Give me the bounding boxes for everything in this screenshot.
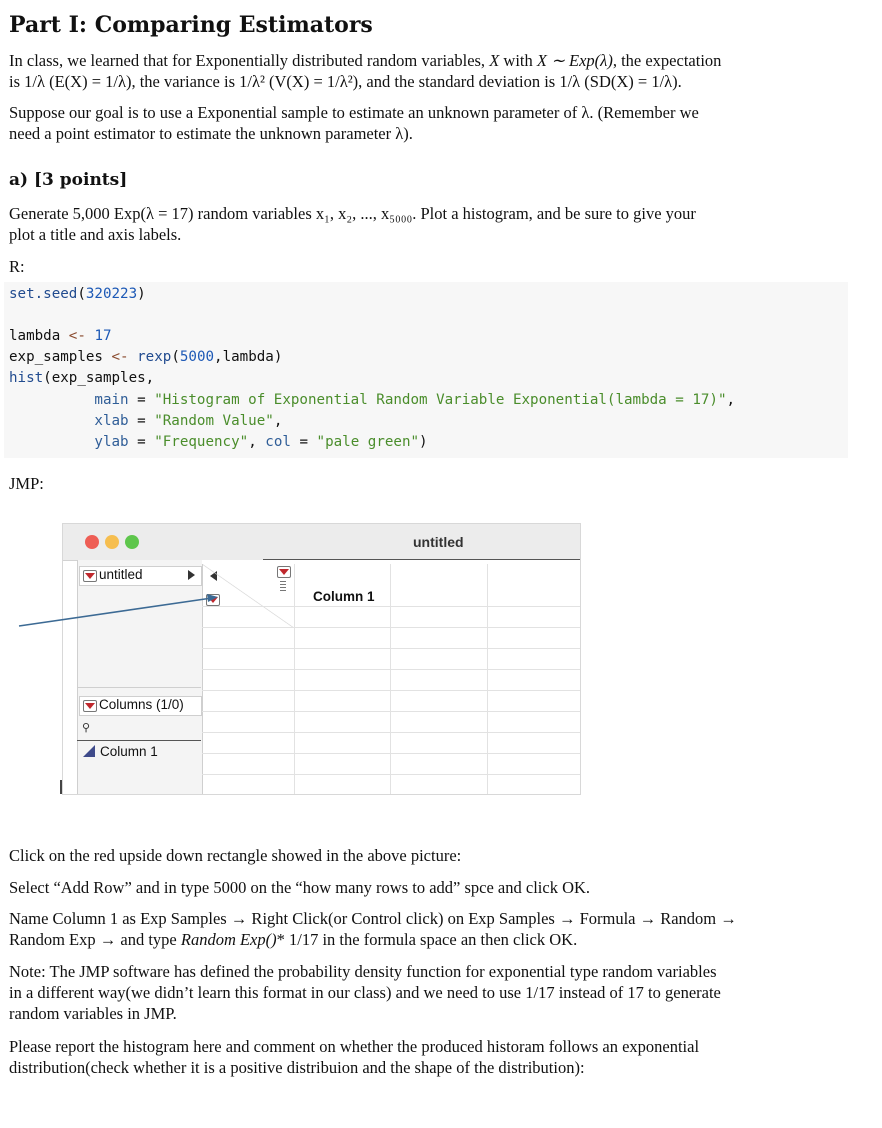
code-var: lambda bbox=[9, 328, 69, 344]
note-line-1: Note: The JMP software has defined the probability density function for exponential type random variables bbox=[9, 962, 717, 981]
code-line-8: ylab = "Frequency", col = "pale green") bbox=[94, 434, 428, 450]
grid-line bbox=[202, 774, 580, 775]
intro-line-1 bbox=[9, 50, 721, 71]
code-string: "Histogram of Exponential Random Variable Exponential(lambda = 17)" bbox=[154, 392, 727, 408]
arrow-line bbox=[19, 598, 212, 626]
instruction-text: Random Exp → and type bbox=[9, 930, 177, 949]
grid-line bbox=[487, 564, 488, 794]
instruction-2: Select “Add Row” and in type 5000 on the “how many rows to add” spce and click OK. bbox=[9, 878, 591, 897]
grid-line bbox=[294, 564, 295, 794]
columns-header: Columns (1/0) bbox=[99, 697, 184, 712]
jmp-window-title: untitled bbox=[413, 534, 464, 550]
r-label: R: bbox=[9, 257, 25, 276]
window-edge-mark bbox=[60, 780, 62, 794]
code-line-7: xlab = "Random Value", bbox=[94, 413, 283, 429]
intro-line-2: is 1/λ (E(X) = 1/λ), the variance is 1/λ² (V(X) = 1/λ²), and the standard deviation is 1/λ (SD(X) = 1/λ). bbox=[9, 72, 682, 91]
code-num: 17 bbox=[94, 328, 112, 344]
note-line-2: in a different way(we didn’t learn this format in our class) and we need to use 1/17 instead of 17 to generate bbox=[9, 983, 721, 1002]
instruction-3-line-1: Name Column 1 as Exp Samples → Right Click(or Control click) on Exp Samples → Formula → Random → bbox=[9, 909, 737, 928]
code-arg: col bbox=[265, 434, 291, 450]
grid-line bbox=[202, 648, 580, 649]
grid-line bbox=[202, 711, 580, 712]
instruction-formula: Random Exp() bbox=[180, 930, 277, 949]
code-op: <- bbox=[111, 349, 129, 365]
code-fn: set.seed bbox=[9, 286, 78, 302]
intro-text: with bbox=[503, 51, 533, 70]
code-num: 320223 bbox=[85, 286, 138, 302]
column-header[interactable]: Column 1 bbox=[313, 589, 375, 604]
instruction-text: * 1/17 in the formula space an then click OK. bbox=[276, 930, 578, 949]
columns-menu-icon[interactable] bbox=[83, 700, 97, 712]
code-fn: rexp bbox=[137, 349, 172, 365]
jmp-window bbox=[62, 523, 581, 795]
code-arg: main bbox=[94, 392, 129, 408]
code-arg: xlab bbox=[94, 413, 129, 429]
code-text: (exp_samples, bbox=[43, 370, 155, 386]
table-name: untitled bbox=[99, 567, 143, 582]
minimize-window-icon[interactable] bbox=[105, 535, 119, 549]
grid-line bbox=[202, 690, 580, 691]
columns-panel-header[interactable] bbox=[79, 696, 202, 716]
instruction-3-line-2 bbox=[9, 929, 577, 950]
grid-line bbox=[390, 564, 391, 794]
jmp-label: JMP: bbox=[9, 474, 44, 493]
code-fn: hist bbox=[9, 370, 44, 386]
continuous-column-icon bbox=[83, 745, 95, 757]
code-text: ,lambda) bbox=[214, 349, 283, 365]
part-a-title: a) [3 points] bbox=[9, 170, 128, 190]
instruction-1: Click on the red upside down rectangle showed in the above picture: bbox=[9, 846, 462, 865]
code-var: exp_samples bbox=[9, 349, 112, 365]
code-line-6: main = "Histogram of Exponential Random Variable Exponential(lambda = 17)", bbox=[94, 392, 736, 408]
code-string: "pale green" bbox=[316, 434, 420, 450]
grid-line bbox=[202, 753, 580, 754]
search-divider bbox=[77, 740, 201, 741]
code-line-3 bbox=[9, 326, 112, 347]
task-line-1: Generate 5,000 Exp(λ = 17) random variables x₁, x₂, ..., x₅₀₀₀. Plot a histogram, and be sure to give your bbox=[9, 204, 696, 223]
code-line-5 bbox=[9, 368, 154, 389]
code-arg: ylab bbox=[94, 434, 129, 450]
jmp-titlebar bbox=[63, 524, 580, 561]
report-line-1: Please report the histogram here and comment on whether the produced historam follows an exponential bbox=[9, 1037, 700, 1056]
search-icon[interactable]: ⚲ bbox=[82, 721, 91, 734]
intro-dist: X ∼ Exp(λ) bbox=[536, 51, 613, 70]
note-line-3: random variables in JMP. bbox=[9, 1004, 177, 1023]
grid-line bbox=[202, 627, 580, 628]
code-string: "Frequency" bbox=[154, 434, 249, 450]
goal-line-1: Suppose our goal is to use a Exponential sample to estimate an unknown parameter of λ. (Remember we bbox=[9, 103, 699, 122]
code-line-1: set.seed(320223) bbox=[9, 286, 146, 302]
task-line-2: plot a title and axis labels. bbox=[9, 225, 182, 244]
intro-var: X bbox=[489, 51, 500, 70]
page-title: Part I: Comparing Estimators bbox=[9, 12, 373, 38]
goal-line-2: need a point estimator to estimate the unknown parameter λ). bbox=[9, 124, 413, 143]
close-window-icon[interactable] bbox=[85, 535, 99, 549]
panel-divider bbox=[77, 687, 201, 688]
expand-arrow-icon[interactable] bbox=[188, 570, 195, 580]
code-num: 5000 bbox=[179, 349, 215, 365]
intro-text: In class, we learned that for Exponentially distributed random variables, bbox=[9, 51, 486, 70]
column-list-item[interactable]: Column 1 bbox=[100, 744, 158, 759]
code-string: "Random Value" bbox=[154, 413, 274, 429]
column-lines-icon bbox=[280, 581, 286, 591]
code-line-4: exp_samples <- rexp(5000,lambda) bbox=[9, 349, 283, 365]
arrow-head bbox=[207, 594, 218, 602]
grid-line bbox=[202, 669, 580, 670]
intro-text: , the expectation bbox=[612, 51, 722, 70]
pointer-arrow bbox=[0, 580, 240, 640]
code-op: <- bbox=[68, 328, 86, 344]
grid-line bbox=[202, 606, 580, 607]
zoom-window-icon[interactable] bbox=[125, 535, 139, 549]
report-line-2: distribution(check whether it is a positive distribuion and the shape of the distribution): bbox=[9, 1058, 585, 1077]
grid-line bbox=[202, 732, 580, 733]
columns-menu-button-icon[interactable] bbox=[277, 566, 291, 578]
